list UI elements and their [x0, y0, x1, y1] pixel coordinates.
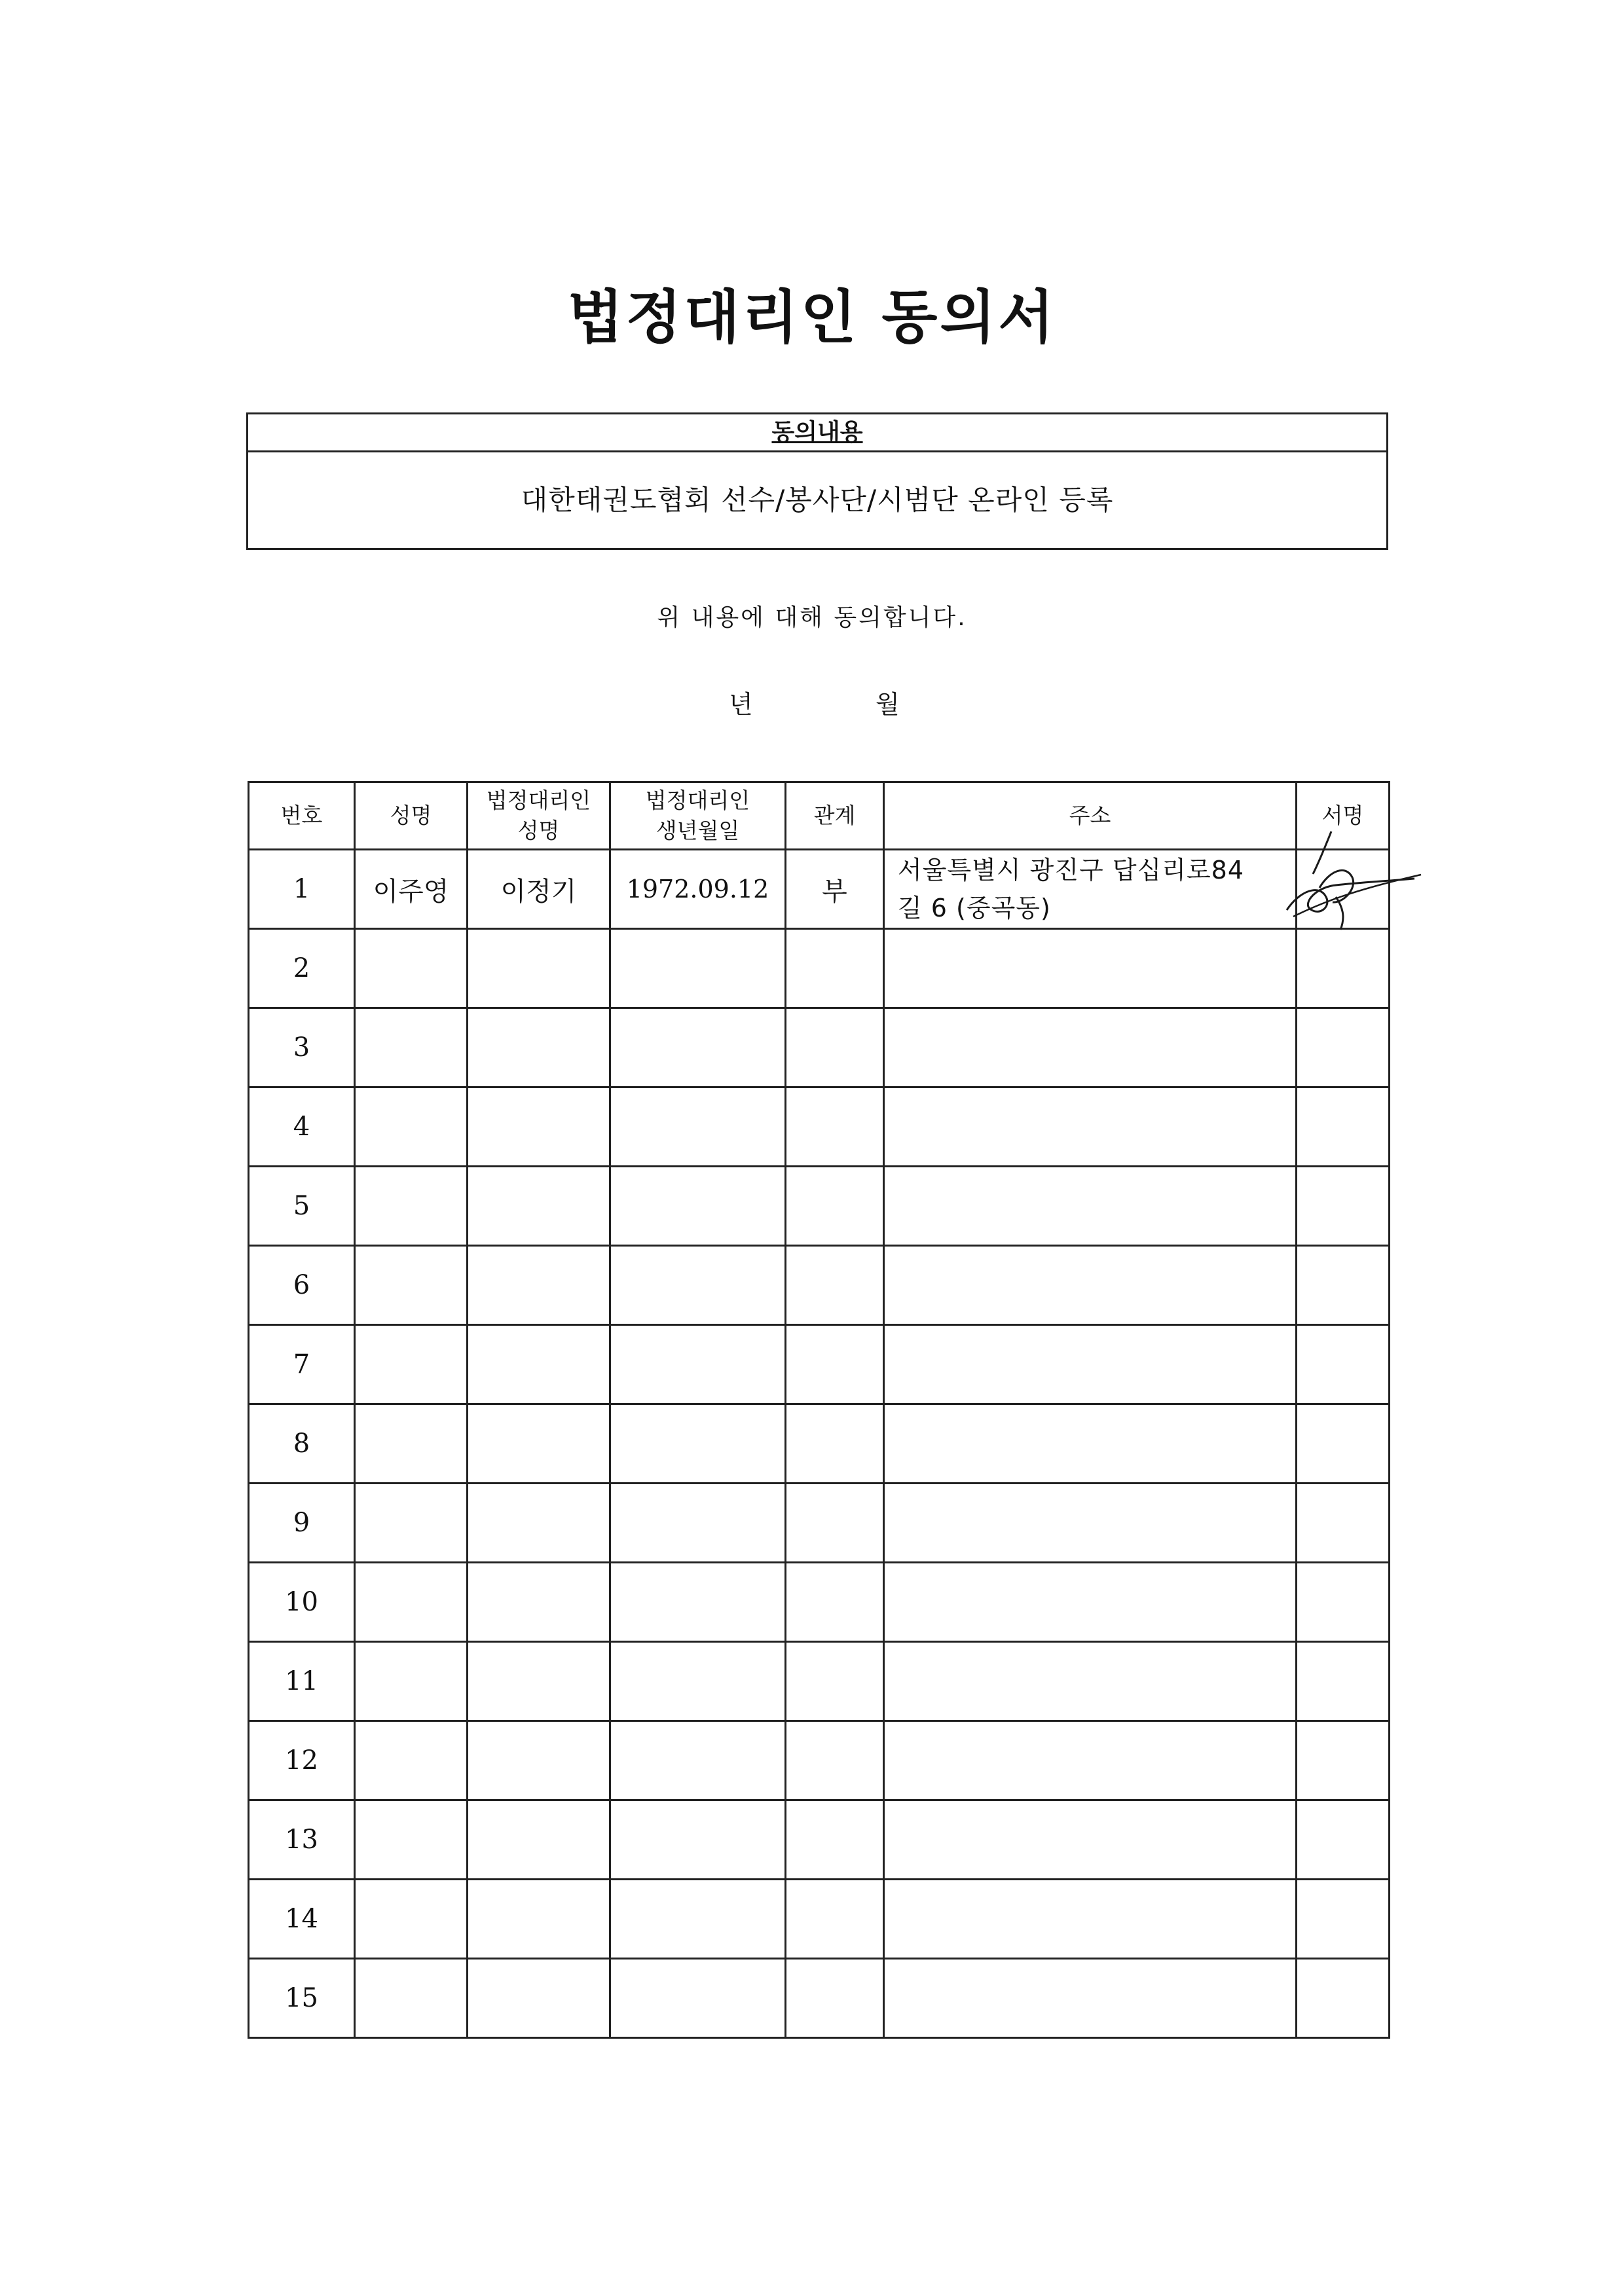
- row-signature: [1297, 1880, 1390, 1959]
- date-year-label: 년: [729, 690, 753, 719]
- header-guardian-birth-line2: 생년월일: [655, 818, 740, 843]
- row-signature: [1297, 1008, 1390, 1087]
- row-guardian-birth: [610, 1484, 786, 1563]
- row-signature: [1297, 929, 1390, 1008]
- row-guardian-birth: [610, 929, 786, 1008]
- row-name: [355, 1563, 468, 1642]
- row-signature: [1297, 1167, 1390, 1246]
- row-number: 13: [249, 1800, 355, 1880]
- row-signature: [1297, 1087, 1390, 1167]
- row-number: 9: [249, 1484, 355, 1563]
- row-guardian-birth: [610, 1880, 786, 1959]
- row-name: [355, 1167, 468, 1246]
- row-guardian-name: [468, 1959, 610, 2038]
- row-address: [884, 1404, 1297, 1484]
- row-relation: 부: [786, 850, 884, 929]
- row-guardian-birth: [610, 1246, 786, 1325]
- agree-statement: 위 내용에 대해 동의합니다.: [657, 604, 967, 631]
- row-relation: [786, 1087, 884, 1167]
- row-guardian-name: [468, 1087, 610, 1167]
- table-row: [249, 1325, 1390, 1404]
- row-guardian-name: [468, 1246, 610, 1325]
- row-guardian-name: [468, 1404, 610, 1484]
- table-row: [249, 1008, 1390, 1087]
- row-name: [355, 1800, 468, 1880]
- row-name: [355, 1246, 468, 1325]
- row-address: [884, 1484, 1297, 1563]
- row-signature: [1297, 1721, 1390, 1800]
- header-guardian-birth-line1: 법정대리인: [645, 788, 750, 813]
- consent-box: [246, 412, 1388, 550]
- table-row: [249, 929, 1390, 1008]
- row-relation: [786, 1880, 884, 1959]
- row-name: [355, 1325, 468, 1404]
- row-relation: [786, 1008, 884, 1087]
- row-signature: [1297, 1404, 1390, 1484]
- header-signature: 서명: [1297, 782, 1390, 850]
- row-relation: [786, 1167, 884, 1246]
- row-name: 이주영: [355, 850, 468, 929]
- row-number: 8: [249, 1404, 355, 1484]
- row-name: [355, 1404, 468, 1484]
- row-name: [355, 1959, 468, 2038]
- row-address: [884, 929, 1297, 1008]
- row-guardian-birth: [610, 1800, 786, 1880]
- row-number: 12: [249, 1721, 355, 1800]
- consent-header: 동의내용: [248, 414, 1386, 452]
- row-signature: [1297, 1484, 1390, 1563]
- row-signature: [1297, 1959, 1390, 2038]
- row-address-line1: 서울특별시 광진구 답십리로84: [898, 856, 1245, 884]
- row-signature: [1297, 1563, 1390, 1642]
- row-guardian-name: [468, 1880, 610, 1959]
- row-relation: [786, 1959, 884, 2038]
- row-number: 14: [249, 1880, 355, 1959]
- row-address: [884, 1087, 1297, 1167]
- header-guardian-name: [468, 782, 610, 850]
- row-guardian-name: [468, 929, 610, 1008]
- row-number: 1: [249, 850, 355, 929]
- row-guardian-name: [468, 1563, 610, 1642]
- row-name: [355, 929, 468, 1008]
- header-number: 번호: [249, 782, 355, 850]
- row-name: [355, 1008, 468, 1087]
- table-row: [249, 1563, 1390, 1642]
- row-number: 7: [249, 1325, 355, 1404]
- row-address: [884, 850, 1297, 929]
- row-guardian-birth: [610, 1087, 786, 1167]
- header-guardian-name-line1: 법정대리인: [486, 788, 591, 813]
- row-address: [884, 1721, 1297, 1800]
- row-name: [355, 1880, 468, 1959]
- row-name: [355, 1484, 468, 1563]
- row-relation: [786, 929, 884, 1008]
- row-relation: [786, 1484, 884, 1563]
- row-name: [355, 1087, 468, 1167]
- consent-content: 대한태권도협회 선수/봉사단/시범단 온라인 등록: [521, 484, 1114, 516]
- row-address: [884, 1563, 1297, 1642]
- row-address: [884, 1008, 1297, 1087]
- table-row: [249, 1642, 1390, 1721]
- row-address: [884, 1880, 1297, 1959]
- table-row: [249, 1721, 1390, 1800]
- row-guardian-name: [468, 1800, 610, 1880]
- date-month-label: 월: [876, 690, 900, 719]
- table-row: [249, 1404, 1390, 1484]
- row-guardian-name: [468, 1325, 610, 1404]
- header-guardian-name-line2: 성명: [517, 818, 560, 843]
- header-name: 성명: [355, 782, 468, 850]
- row-relation: [786, 1246, 884, 1325]
- row-guardian-birth: [610, 1167, 786, 1246]
- guardian-table: [248, 781, 1390, 2039]
- row-address: [884, 1642, 1297, 1721]
- row-number: 2: [249, 929, 355, 1008]
- row-guardian-birth: 1972.09.12: [610, 850, 786, 929]
- row-guardian-name: [468, 1721, 610, 1800]
- table-row: [249, 1246, 1390, 1325]
- row-relation: [786, 1800, 884, 1880]
- row-signature: [1297, 1642, 1390, 1721]
- row-number: 10: [249, 1563, 355, 1642]
- table-row: [249, 1800, 1390, 1880]
- row-signature: [1297, 850, 1390, 929]
- header-address: 주소: [884, 782, 1297, 850]
- table-row: [249, 1087, 1390, 1167]
- row-address: [884, 1246, 1297, 1325]
- row-number: 4: [249, 1087, 355, 1167]
- row-relation: [786, 1404, 884, 1484]
- row-guardian-birth: [610, 1721, 786, 1800]
- row-guardian-name: [468, 1642, 610, 1721]
- row-relation: [786, 1563, 884, 1642]
- row-address: [884, 1800, 1297, 1880]
- row-guardian-birth: [610, 1563, 786, 1642]
- row-name: [355, 1721, 468, 1800]
- row-number: 3: [249, 1008, 355, 1087]
- table-row: [249, 1880, 1390, 1959]
- document-title: 법정대리인 동의서: [567, 283, 1057, 351]
- row-relation: [786, 1721, 884, 1800]
- row-guardian-name: [468, 1167, 610, 1246]
- row-number: 6: [249, 1246, 355, 1325]
- row-address: [884, 1959, 1297, 2038]
- row-address: [884, 1167, 1297, 1246]
- row-guardian-name: 이정기: [468, 850, 610, 929]
- header-relation: 관계: [786, 782, 884, 850]
- row-guardian-birth: [610, 1325, 786, 1404]
- table-row: [249, 1167, 1390, 1246]
- row-signature: [1297, 1800, 1390, 1880]
- row-guardian-birth: [610, 1959, 786, 2038]
- row-guardian-birth: [610, 1404, 786, 1484]
- table-row: [249, 1959, 1390, 2038]
- row-number: 15: [249, 1959, 355, 2038]
- row-signature: [1297, 1246, 1390, 1325]
- table-row: [249, 850, 1390, 929]
- row-number: 5: [249, 1167, 355, 1246]
- header-guardian-birth: [610, 782, 786, 850]
- table-header-row: [249, 782, 1390, 850]
- row-guardian-name: [468, 1008, 610, 1087]
- row-address: [884, 1325, 1297, 1404]
- row-number: 11: [249, 1642, 355, 1721]
- row-guardian-name: [468, 1484, 610, 1563]
- row-guardian-birth: [610, 1642, 786, 1721]
- row-signature: [1297, 1325, 1390, 1404]
- table-row: [249, 1484, 1390, 1563]
- row-relation: [786, 1325, 884, 1404]
- row-relation: [786, 1642, 884, 1721]
- row-address-line2: 길 6 (중곡동): [898, 894, 1051, 922]
- row-guardian-birth: [610, 1008, 786, 1087]
- row-name: [355, 1642, 468, 1721]
